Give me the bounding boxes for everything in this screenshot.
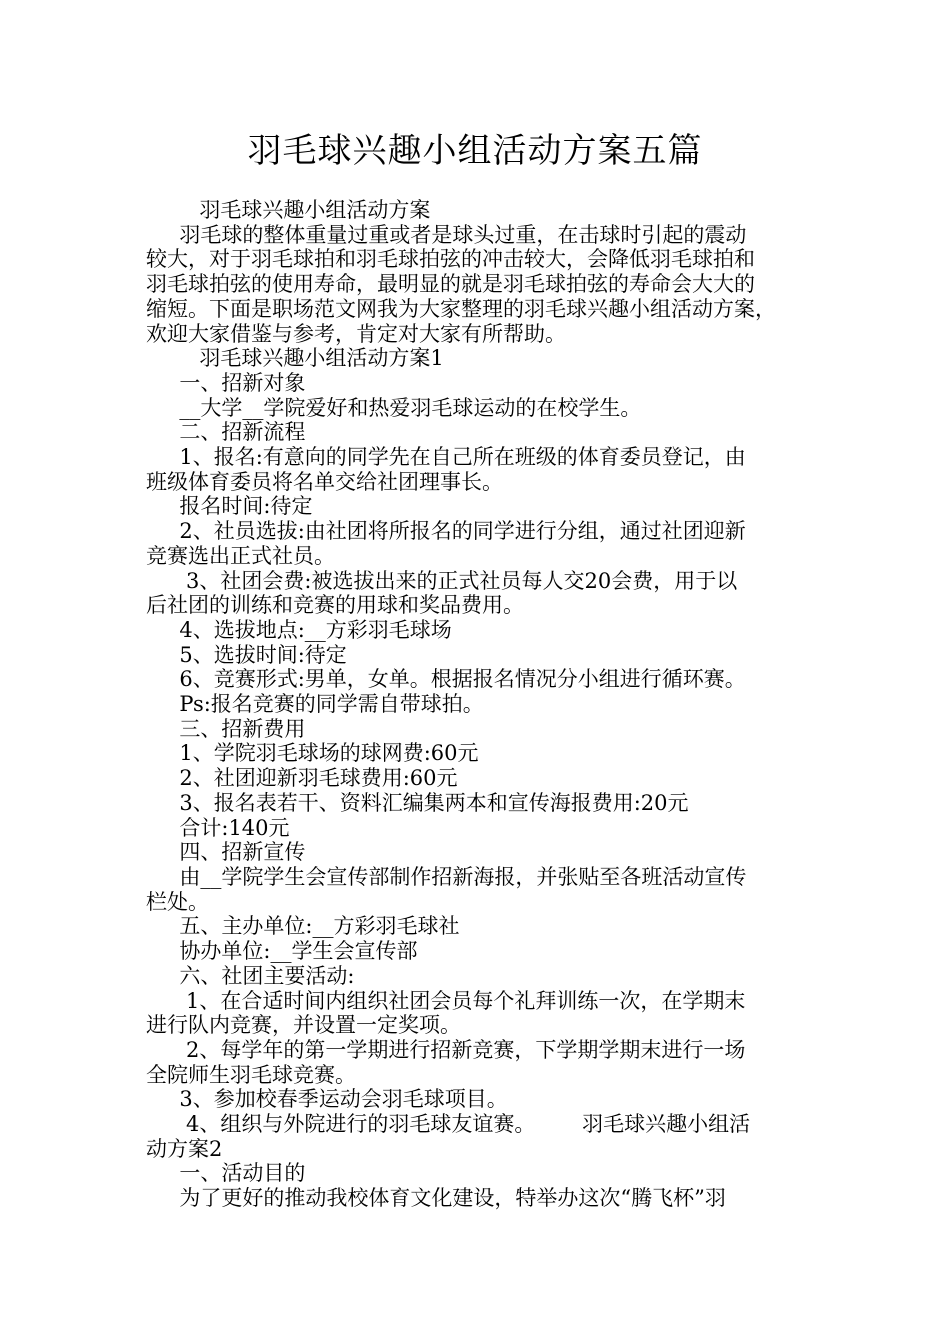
body-line: 羽毛球拍弦的使用寿命，最明显的就是羽毛球拍弦的寿命会大大的 (146, 272, 755, 297)
body-line: 缩短。下面是职场范文网我为大家整理的羽毛球兴趣小组活动方案， (146, 296, 776, 321)
body-line: 动方案2 (146, 1136, 223, 1161)
body-line: 六、社团主要活动: (146, 963, 355, 988)
body-line: 2、社员选拔:由社团将所报名的同学进行分组，通过社团迎新 (146, 519, 746, 544)
body-line: 2、每学年的第一学期进行招新竞赛，下学期学期末进行一场 (146, 1037, 746, 1062)
body-line: 1、学院羽毛球场的球网费:60元 (146, 741, 479, 766)
body-line: 栏处。 (146, 889, 209, 914)
body-line: 1、报名:有意向的同学先在自己所在班级的体育委员登记，由 (146, 445, 746, 470)
body-line: 三、招新费用 (146, 716, 306, 741)
body-line: 后社团的训练和竞赛的用球和奖品费用。 (146, 593, 524, 618)
body-line: __大学__学院爱好和热爱羽毛球运动的在校学生。 (146, 395, 642, 420)
body-line: 报名时间:待定 (146, 494, 313, 519)
body-line: 协办单位:__学生会宣传部 (146, 939, 418, 964)
body-line: 全院师生羽毛球竞赛。 (146, 1062, 356, 1087)
body-line: 3、社团会费:被选拔出来的正式社员每人交20会费，用于以 (146, 568, 738, 593)
body-line: 竞赛选出正式社员。 (146, 543, 335, 568)
body-line: 2、社团迎新羽毛球费用:60元 (146, 766, 458, 791)
document-title: 羽毛球兴趣小组活动方案五篇 (247, 131, 703, 171)
body-line: Ps:报名竞赛的同学需自带球拍。 (146, 692, 484, 717)
body-line: 羽毛球兴趣小组活动方案1 (146, 346, 444, 371)
body-line: 一、活动目的 (146, 1161, 306, 1186)
body-line: 羽毛球兴趣小组活动方案 (146, 198, 431, 222)
body-line: 四、招新宣传 (146, 840, 306, 865)
body-line: 3、参加校春季运动会羽毛球项目。 (146, 1087, 508, 1112)
body-line: 班级体育委员将名单交给社团理事长。 (146, 469, 503, 494)
body-line: 欢迎大家借鉴与参考，肯定对大家有所帮助。 (146, 321, 566, 346)
body-line: 6、竞赛形式:男单，女单。根据报名情况分小组进行循环赛。 (146, 667, 746, 692)
body-line: 4、选拔地点:__方彩羽毛球场 (146, 617, 452, 642)
body-line: 1、在合适时间内组织社团会员每个礼拜训练一次，在学期末 (146, 988, 746, 1013)
body-line: 合计:140元 (146, 815, 290, 840)
body-line: 由__学院学生会宣传部制作招新海报，并张贴至各班活动宣传 (146, 864, 747, 889)
body-line: 二、招新流程 (146, 420, 306, 445)
body-line: 3、报名表若干、资料汇编集两本和宣传海报费用:20元 (146, 790, 689, 815)
body-line: 为了更好的推动我校体育文化建设，特举办这次“腾飞杯”羽 (146, 1186, 726, 1211)
body-line: 5、选拔时间:待定 (146, 642, 347, 667)
document-body (146, 198, 818, 1211)
body-line: 进行队内竞赛，并设置一定奖项。 (146, 1013, 461, 1038)
body-line: 较大，对于羽毛球拍和羽毛球拍弦的冲击较大，会降低羽毛球拍和 (146, 247, 755, 272)
body-line: 五、主办单位:__方彩羽毛球社 (146, 914, 460, 939)
body-line: 羽毛球的整体重量过重或者是球头过重，在击球时引起的震动 (146, 222, 747, 247)
body-line: 一、招新对象 (146, 370, 306, 395)
body-line: 4、组织与外院进行的羽毛球友谊赛。 羽毛球兴趣小组活 (146, 1112, 751, 1137)
